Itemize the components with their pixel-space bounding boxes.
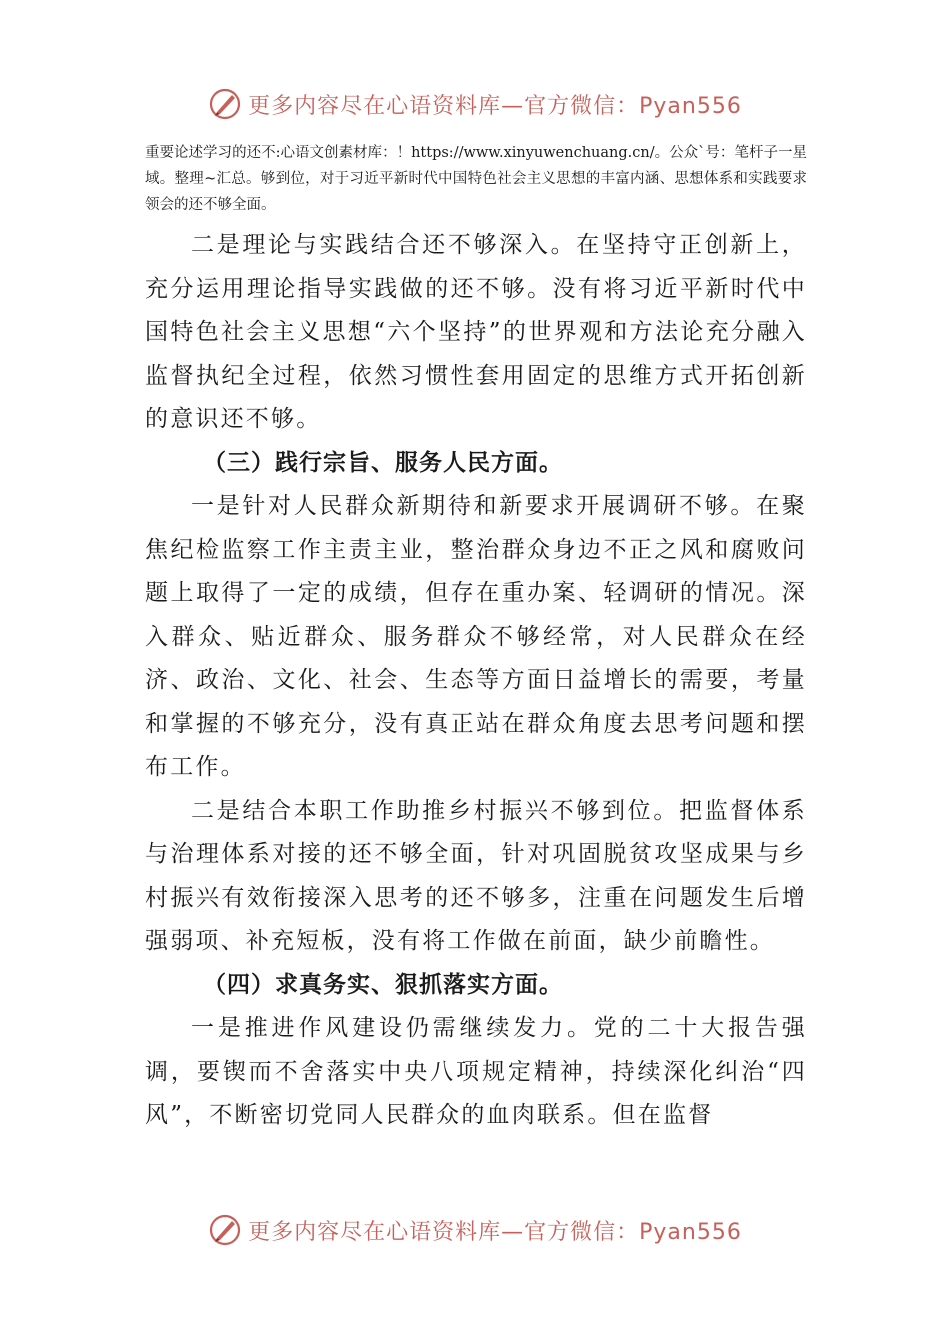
paragraph: 一是针对人民群众新期待和新要求开展调研不够。在聚焦纪检监察工作主责主业，整治群众身边不正之风和腐败问题上取得了一定的成绩，但存在重办案、轻调研的情况。深入群众、贴近群众、服务群众不够经常，对人民群众在经济、政治、文化、社会、生态等方面日益增长的需要，考量和掌握的不够充分，没有真正站在群众角度去思考问题和摆布工作。: [145, 493, 807, 780]
section-heading: （四）求真务实、狠抓落实方面。: [203, 971, 563, 998]
paragraph: 二是理论与实践结合还不够深入。在坚持守正创新上，充分运用理论指导实践做的还不够。没有将习近平新时代中国特色社会主义思想“六个坚持”的世界观和方法论充分融入监督执纪全过程，依然习惯性套用固定的思维方式开拓创新的意识还不够。: [145, 232, 807, 432]
paragraph: 二是结合本职工作助推乡村振兴不够到位。把监督体系与治理体系对接的还不够全面，针对巩固脱贫攻坚成果与乡村振兴有效衔接深入思考的还不够多，注重在问题发生后增强弱项、补充短板，没有将工作做在前面，缺少前瞻性。: [145, 797, 807, 954]
banner-text: 更多内容尽在心语资料库—官方微信：Pyan556: [248, 93, 742, 119]
banner-text: 更多内容尽在心语资料库—官方微信：Pyan556: [248, 1219, 742, 1245]
paragraph: 一是推进作风建设仍需继续发力。党的二十大报告强调，要锲而不舍落实中央八项规定精神，持续深化纠治“四风”，不断密切党同人民群众的血肉联系。但在监督: [145, 1015, 807, 1128]
section-heading: （三）践行宗旨、服务人民方面。: [203, 449, 563, 476]
header-banner: [0, 82, 950, 126]
document-body: [145, 140, 807, 1138]
pen-logo-icon: [208, 87, 242, 121]
footer-banner: [0, 1208, 950, 1252]
pen-logo-icon: [208, 1213, 242, 1247]
source-note: 重要论述学习的还不:心语文创素材库：！https://www.xinyuwenchuang.cn/。公众`号：笔杆子一星域。整理~汇总。够到位，对于习近平新时代中国特色社会主义思想的丰富内涵、思想体系和实践要求领会的还不够全面。: [145, 145, 807, 213]
